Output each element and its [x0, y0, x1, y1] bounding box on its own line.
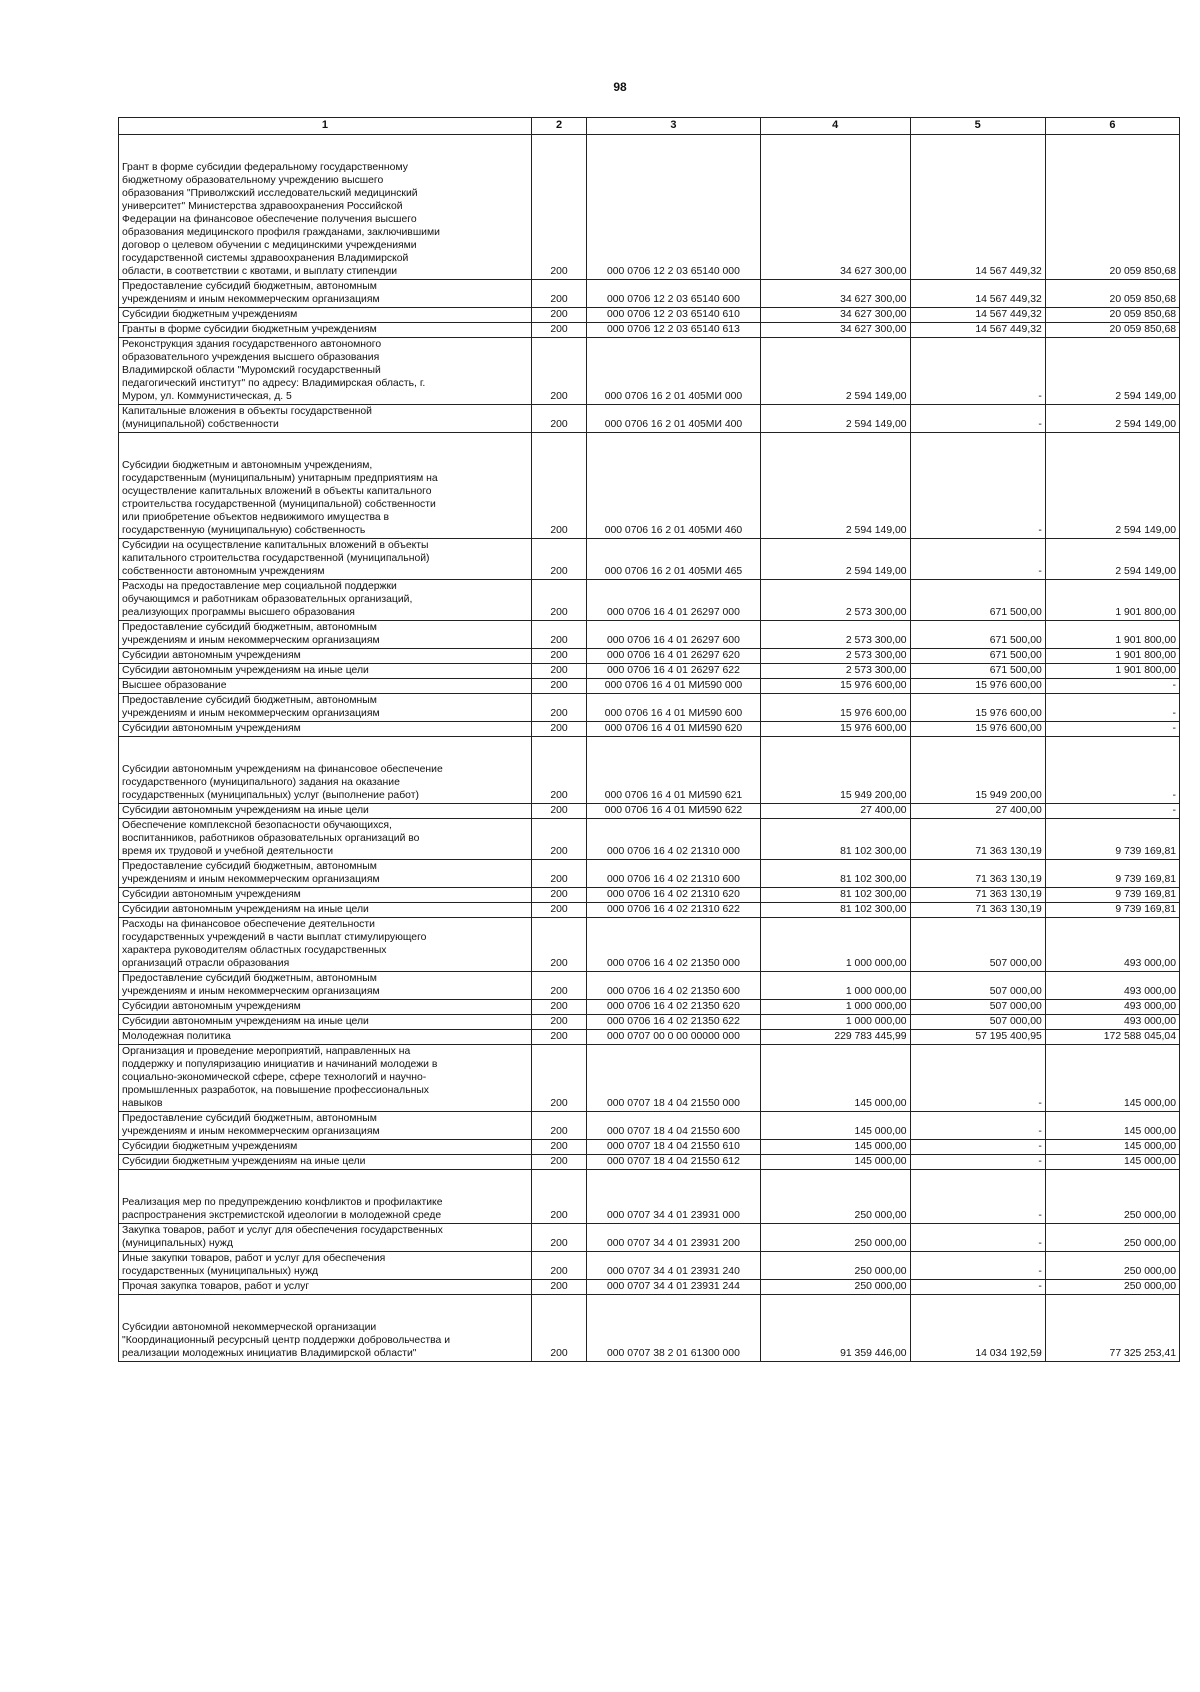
row-remainder-amount-cell: 145 000,00: [1045, 1140, 1179, 1155]
row-code-cell: 000 0706 16 4 02 21350 000: [587, 918, 761, 972]
row-name-cell: Расходы на предоставление мер социальной поддержки обучающимся и работникам образовательных организаций, реализующих программы высшего образования: [119, 580, 532, 621]
row-executed-amount-cell: 14 567 449,32: [910, 323, 1045, 338]
row-remainder-amount-cell: -: [1045, 804, 1179, 819]
table-row: [119, 1045, 1180, 1112]
table-row: [119, 1030, 1180, 1045]
row-name-cell: Гранты в форме субсидии бюджетным учреждениям: [119, 323, 532, 338]
row-chapter-cell: 200: [531, 580, 586, 621]
row-executed-amount-cell: 71 363 130,19: [910, 903, 1045, 918]
row-code-cell: 000 0706 16 2 01 405МИ 000: [587, 338, 761, 405]
table-row: [119, 338, 1180, 405]
row-name-cell: Субсидии бюджетным и автономным учреждениям, государственным (муниципальным) унитарным предприятиям на осуществление капитальных вложений в объекты капитального строительства государственной (муниципальной) собственности или приобретение объектов недвижимого имущества в государственную (муниципальную) собственность: [119, 433, 532, 539]
row-executed-amount-cell: 14 567 449,32: [910, 308, 1045, 323]
row-remainder-amount-cell: 1 901 800,00: [1045, 649, 1179, 664]
row-code-cell: 000 0707 18 4 04 21550 610: [587, 1140, 761, 1155]
row-code-cell: 000 0707 34 4 01 23931 200: [587, 1224, 761, 1252]
row-remainder-amount-cell: 493 000,00: [1045, 918, 1179, 972]
row-remainder-amount-cell: 145 000,00: [1045, 1045, 1179, 1112]
row-executed-amount-cell: 15 949 200,00: [910, 737, 1045, 804]
row-name-cell: Расходы на финансовое обеспечение деятельности государственных учреждений в части выплат стимулирующего характера руководителям областных государственных организаций отрасли образования: [119, 918, 532, 972]
row-chapter-cell: 200: [531, 539, 586, 580]
row-code-cell: 000 0706 16 4 01 МИ590 622: [587, 804, 761, 819]
row-approved-amount-cell: 2 573 300,00: [760, 649, 910, 664]
row-remainder-amount-cell: -: [1045, 722, 1179, 737]
row-executed-amount-cell: 671 500,00: [910, 649, 1045, 664]
row-executed-amount-cell: 507 000,00: [910, 972, 1045, 1000]
row-approved-amount-cell: 15 976 600,00: [760, 679, 910, 694]
row-approved-amount-cell: 145 000,00: [760, 1112, 910, 1140]
row-approved-amount-cell: 250 000,00: [760, 1252, 910, 1280]
row-code-cell: 000 0707 18 4 04 21550 600: [587, 1112, 761, 1140]
header-col-6: 6: [1045, 118, 1179, 135]
row-executed-amount-cell: 71 363 130,19: [910, 819, 1045, 860]
row-executed-amount-cell: 671 500,00: [910, 664, 1045, 679]
row-approved-amount-cell: 2 594 149,00: [760, 405, 910, 433]
row-remainder-amount-cell: 145 000,00: [1045, 1155, 1179, 1170]
table-row: [119, 1170, 1180, 1224]
row-remainder-amount-cell: 9 739 169,81: [1045, 888, 1179, 903]
table-row: [119, 804, 1180, 819]
row-chapter-cell: 200: [531, 737, 586, 804]
row-executed-amount-cell: 671 500,00: [910, 621, 1045, 649]
row-name-cell: Субсидии автономным учреждениям на иные цели: [119, 664, 532, 679]
table-row: [119, 433, 1180, 539]
row-approved-amount-cell: 81 102 300,00: [760, 903, 910, 918]
row-chapter-cell: 200: [531, 1112, 586, 1140]
row-chapter-cell: 200: [531, 972, 586, 1000]
table-row: [119, 903, 1180, 918]
column-number-header: [119, 118, 1180, 135]
row-remainder-amount-cell: -: [1045, 737, 1179, 804]
row-chapter-cell: 200: [531, 722, 586, 737]
row-code-cell: 000 0706 16 2 01 405МИ 465: [587, 539, 761, 580]
table-row: [119, 1224, 1180, 1252]
row-code-cell: 000 0707 34 4 01 23931 244: [587, 1280, 761, 1295]
row-approved-amount-cell: 1 000 000,00: [760, 1000, 910, 1015]
row-executed-amount-cell: 15 976 600,00: [910, 722, 1045, 737]
row-remainder-amount-cell: 2 594 149,00: [1045, 433, 1179, 539]
table-row: [119, 1015, 1180, 1030]
row-code-cell: 000 0706 16 4 02 21310 620: [587, 888, 761, 903]
table-row: [119, 649, 1180, 664]
row-chapter-cell: 200: [531, 1045, 586, 1112]
row-executed-amount-cell: -: [910, 433, 1045, 539]
row-executed-amount-cell: 14 567 449,32: [910, 135, 1045, 280]
row-name-cell: Предоставление субсидий бюджетным, автономным учреждениям и иным некоммерческим организациям: [119, 280, 532, 308]
row-name-cell: Закупка товаров, работ и услуг для обеспечения государственных (муниципальных) нужд: [119, 1224, 532, 1252]
row-chapter-cell: 200: [531, 1252, 586, 1280]
table-row: [119, 1000, 1180, 1015]
row-approved-amount-cell: 2 594 149,00: [760, 433, 910, 539]
row-remainder-amount-cell: 20 059 850,68: [1045, 323, 1179, 338]
row-name-cell: Субсидии автономным учреждениям: [119, 722, 532, 737]
row-code-cell: 000 0706 16 2 01 405МИ 460: [587, 433, 761, 539]
row-approved-amount-cell: 34 627 300,00: [760, 323, 910, 338]
row-executed-amount-cell: -: [910, 1112, 1045, 1140]
row-name-cell: Субсидии автономным учреждениям на финансовое обеспечение государственного (муниципального) задания на оказание государственных (муниципальных) услуг (выполнение работ): [119, 737, 532, 804]
row-approved-amount-cell: 15 949 200,00: [760, 737, 910, 804]
row-chapter-cell: 200: [531, 1295, 586, 1362]
row-executed-amount-cell: -: [910, 1252, 1045, 1280]
table-row: [119, 621, 1180, 649]
row-approved-amount-cell: 2 594 149,00: [760, 539, 910, 580]
row-code-cell: 000 0706 12 2 03 65140 600: [587, 280, 761, 308]
row-executed-amount-cell: 15 976 600,00: [910, 694, 1045, 722]
row-name-cell: Реализация мер по предупреждению конфликтов и профилактике распространения экстремистской идеологии в молодежной среде: [119, 1170, 532, 1224]
row-approved-amount-cell: 2 594 149,00: [760, 338, 910, 405]
row-approved-amount-cell: 2 573 300,00: [760, 664, 910, 679]
row-chapter-cell: 200: [531, 1015, 586, 1030]
table-row: [119, 888, 1180, 903]
row-remainder-amount-cell: 9 739 169,81: [1045, 819, 1179, 860]
row-name-cell: Субсидии автономной некоммерческой организации "Координационный ресурсный центр поддержки добровольчества и реализации молодежных инициатив Владимирской области": [119, 1295, 532, 1362]
row-code-cell: 000 0706 16 4 02 21350 620: [587, 1000, 761, 1015]
row-name-cell: Субсидии автономным учреждениям на иные цели: [119, 804, 532, 819]
row-code-cell: 000 0706 16 4 02 21350 600: [587, 972, 761, 1000]
row-executed-amount-cell: 71 363 130,19: [910, 860, 1045, 888]
row-code-cell: 000 0706 12 2 03 65140 000: [587, 135, 761, 280]
row-chapter-cell: 200: [531, 903, 586, 918]
row-name-cell: Обеспечение комплексной безопасности обучающихся, воспитанников, работников образовательных организаций во время их трудовой и учебной деятельности: [119, 819, 532, 860]
row-executed-amount-cell: 57 195 400,95: [910, 1030, 1045, 1045]
row-code-cell: 000 0706 16 4 01 МИ590 620: [587, 722, 761, 737]
row-approved-amount-cell: 34 627 300,00: [760, 308, 910, 323]
row-approved-amount-cell: 81 102 300,00: [760, 819, 910, 860]
row-remainder-amount-cell: 250 000,00: [1045, 1252, 1179, 1280]
row-name-cell: Субсидии автономным учреждениям на иные цели: [119, 903, 532, 918]
row-executed-amount-cell: 71 363 130,19: [910, 888, 1045, 903]
row-code-cell: 000 0706 12 2 03 65140 610: [587, 308, 761, 323]
row-name-cell: Прочая закупка товаров, работ и услуг: [119, 1280, 532, 1295]
row-name-cell: Субсидии бюджетным учреждениям на иные цели: [119, 1155, 532, 1170]
row-chapter-cell: 200: [531, 1000, 586, 1015]
row-approved-amount-cell: 1 000 000,00: [760, 918, 910, 972]
row-name-cell: Предоставление субсидий бюджетным, автономным учреждениям и иным некоммерческим организациям: [119, 1112, 532, 1140]
row-chapter-cell: 200: [531, 649, 586, 664]
row-chapter-cell: 200: [531, 1030, 586, 1045]
row-chapter-cell: 200: [531, 1155, 586, 1170]
table-body: [119, 135, 1180, 1362]
row-remainder-amount-cell: 2 594 149,00: [1045, 405, 1179, 433]
row-code-cell: 000 0706 16 4 02 21310 600: [587, 860, 761, 888]
row-name-cell: Субсидии автономным учреждениям: [119, 649, 532, 664]
row-executed-amount-cell: -: [910, 1045, 1045, 1112]
row-remainder-amount-cell: 9 739 169,81: [1045, 903, 1179, 918]
row-approved-amount-cell: 34 627 300,00: [760, 280, 910, 308]
row-code-cell: 000 0706 16 2 01 405МИ 400: [587, 405, 761, 433]
row-name-cell: Предоставление субсидий бюджетным, автономным учреждениям и иным некоммерческим организациям: [119, 621, 532, 649]
row-code-cell: 000 0707 18 4 04 21550 612: [587, 1155, 761, 1170]
row-executed-amount-cell: 27 400,00: [910, 804, 1045, 819]
row-executed-amount-cell: -: [910, 1280, 1045, 1295]
row-name-cell: Грант в форме субсидии федеральному государственному бюджетному образовательному учреждению высшего образования "Приволжский исследовательский медицинский университет" Министерства здравоохранения Российской Федерации на финансовое обеспечение получения высшего образования медицинского профиля гражданами, заключившими договор о целевом обучении с медицинскими учреждениями государственной системы здравоохранения Владимирской области, в соответствии с квотами, и выплату стипендии: [119, 135, 532, 280]
row-code-cell: 000 0707 18 4 04 21550 000: [587, 1045, 761, 1112]
row-approved-amount-cell: 91 359 446,00: [760, 1295, 910, 1362]
row-approved-amount-cell: 145 000,00: [760, 1155, 910, 1170]
row-approved-amount-cell: 145 000,00: [760, 1045, 910, 1112]
table-row: [119, 1295, 1180, 1362]
row-chapter-cell: 200: [531, 664, 586, 679]
row-remainder-amount-cell: 1 901 800,00: [1045, 621, 1179, 649]
row-remainder-amount-cell: 1 901 800,00: [1045, 664, 1179, 679]
table-row: [119, 539, 1180, 580]
row-code-cell: 000 0707 38 2 01 61300 000: [587, 1295, 761, 1362]
row-chapter-cell: 200: [531, 323, 586, 338]
row-name-cell: Капитальные вложения в объекты государственной (муниципальной) собственности: [119, 405, 532, 433]
row-code-cell: 000 0706 16 4 01 МИ590 621: [587, 737, 761, 804]
table-row: [119, 308, 1180, 323]
row-approved-amount-cell: 250 000,00: [760, 1224, 910, 1252]
row-code-cell: 000 0706 16 4 01 26297 620: [587, 649, 761, 664]
row-executed-amount-cell: 507 000,00: [910, 918, 1045, 972]
row-remainder-amount-cell: -: [1045, 679, 1179, 694]
row-remainder-amount-cell: 9 739 169,81: [1045, 860, 1179, 888]
row-remainder-amount-cell: 493 000,00: [1045, 1000, 1179, 1015]
row-remainder-amount-cell: 172 588 045,04: [1045, 1030, 1179, 1045]
row-code-cell: 000 0706 16 4 02 21310 000: [587, 819, 761, 860]
row-chapter-cell: 200: [531, 804, 586, 819]
row-executed-amount-cell: 671 500,00: [910, 580, 1045, 621]
row-approved-amount-cell: 1 000 000,00: [760, 972, 910, 1000]
row-name-cell: Молодежная политика: [119, 1030, 532, 1045]
row-remainder-amount-cell: 145 000,00: [1045, 1112, 1179, 1140]
row-approved-amount-cell: 145 000,00: [760, 1140, 910, 1155]
table-row: [119, 1252, 1180, 1280]
row-code-cell: 000 0706 12 2 03 65140 613: [587, 323, 761, 338]
row-chapter-cell: 200: [531, 405, 586, 433]
row-name-cell: Иные закупки товаров, работ и услуг для обеспечения государственных (муниципальных) нужд: [119, 1252, 532, 1280]
row-remainder-amount-cell: -: [1045, 694, 1179, 722]
table-row: [119, 580, 1180, 621]
row-code-cell: 000 0707 00 0 00 00000 000: [587, 1030, 761, 1045]
table-row: [119, 1112, 1180, 1140]
row-name-cell: Высшее образование: [119, 679, 532, 694]
table-row: [119, 664, 1180, 679]
row-remainder-amount-cell: 250 000,00: [1045, 1224, 1179, 1252]
row-remainder-amount-cell: 2 594 149,00: [1045, 539, 1179, 580]
row-remainder-amount-cell: 77 325 253,41: [1045, 1295, 1179, 1362]
row-name-cell: Предоставление субсидий бюджетным, автономным учреждениям и иным некоммерческим организациям: [119, 972, 532, 1000]
row-remainder-amount-cell: 2 594 149,00: [1045, 338, 1179, 405]
row-name-cell: Субсидии автономным учреждениям на иные цели: [119, 1015, 532, 1030]
row-name-cell: Субсидии бюджетным учреждениям: [119, 308, 532, 323]
row-executed-amount-cell: -: [910, 405, 1045, 433]
row-code-cell: 000 0707 34 4 01 23931 000: [587, 1170, 761, 1224]
row-remainder-amount-cell: 1 901 800,00: [1045, 580, 1179, 621]
row-remainder-amount-cell: 493 000,00: [1045, 972, 1179, 1000]
row-approved-amount-cell: 2 573 300,00: [760, 621, 910, 649]
row-code-cell: 000 0706 16 4 01 26297 622: [587, 664, 761, 679]
row-executed-amount-cell: -: [910, 539, 1045, 580]
row-name-cell: Субсидии на осуществление капитальных вложений в объекты капитального строительства государственной (муниципальной) собственности автономным учреждениям: [119, 539, 532, 580]
row-approved-amount-cell: 81 102 300,00: [760, 860, 910, 888]
row-name-cell: Предоставление субсидий бюджетным, автономным учреждениям и иным некоммерческим организациям: [119, 694, 532, 722]
row-name-cell: Организация и проведение мероприятий, направленных на поддержку и популяризацию инициатив и начинаний молодежи в социально-экономической сфере, сфере технологий и научно- промышленных разработок, на повышение профессиональных навыков: [119, 1045, 532, 1112]
row-executed-amount-cell: -: [910, 1155, 1045, 1170]
row-name-cell: Субсидии бюджетным учреждениям: [119, 1140, 532, 1155]
header-col-3: 3: [587, 118, 761, 135]
row-code-cell: 000 0706 16 4 02 21310 622: [587, 903, 761, 918]
table-row: [119, 737, 1180, 804]
row-executed-amount-cell: -: [910, 1140, 1045, 1155]
row-chapter-cell: 200: [531, 679, 586, 694]
row-remainder-amount-cell: 20 059 850,68: [1045, 308, 1179, 323]
row-chapter-cell: 200: [531, 433, 586, 539]
row-chapter-cell: 200: [531, 308, 586, 323]
row-chapter-cell: 200: [531, 888, 586, 903]
row-code-cell: 000 0706 16 4 01 МИ590 600: [587, 694, 761, 722]
row-code-cell: 000 0706 16 4 01 26297 600: [587, 621, 761, 649]
row-approved-amount-cell: 1 000 000,00: [760, 1015, 910, 1030]
row-executed-amount-cell: 14 567 449,32: [910, 280, 1045, 308]
row-executed-amount-cell: 14 034 192,59: [910, 1295, 1045, 1362]
table-row: [119, 679, 1180, 694]
row-chapter-cell: 200: [531, 280, 586, 308]
row-remainder-amount-cell: 250 000,00: [1045, 1170, 1179, 1224]
row-chapter-cell: 200: [531, 1170, 586, 1224]
row-approved-amount-cell: 34 627 300,00: [760, 135, 910, 280]
row-chapter-cell: 200: [531, 694, 586, 722]
row-chapter-cell: 200: [531, 918, 586, 972]
row-name-cell: Реконструкция здания государственного автономного образовательного учреждения высшего образования Владимирской области "Муромский государственный педагогический институт" по адресу: Владимирская область, г. Муром, ул. Коммунистическая, д. 5: [119, 338, 532, 405]
row-approved-amount-cell: 27 400,00: [760, 804, 910, 819]
row-executed-amount-cell: 507 000,00: [910, 1000, 1045, 1015]
row-name-cell: Субсидии автономным учреждениям: [119, 888, 532, 903]
row-chapter-cell: 200: [531, 621, 586, 649]
table-row: [119, 1140, 1180, 1155]
row-chapter-cell: 200: [531, 338, 586, 405]
row-remainder-amount-cell: 20 059 850,68: [1045, 135, 1179, 280]
table-row: [119, 1280, 1180, 1295]
row-approved-amount-cell: 250 000,00: [760, 1170, 910, 1224]
table-row: [119, 323, 1180, 338]
row-chapter-cell: 200: [531, 860, 586, 888]
table-row: [119, 819, 1180, 860]
row-approved-amount-cell: 15 976 600,00: [760, 694, 910, 722]
table-row: [119, 694, 1180, 722]
row-code-cell: 000 0706 16 4 01 МИ590 000: [587, 679, 761, 694]
row-executed-amount-cell: 15 976 600,00: [910, 679, 1045, 694]
row-code-cell: 000 0706 16 4 01 26297 000: [587, 580, 761, 621]
row-executed-amount-cell: 507 000,00: [910, 1015, 1045, 1030]
row-approved-amount-cell: 15 976 600,00: [760, 722, 910, 737]
row-executed-amount-cell: -: [910, 338, 1045, 405]
row-remainder-amount-cell: 493 000,00: [1045, 1015, 1179, 1030]
row-code-cell: 000 0707 34 4 01 23931 240: [587, 1252, 761, 1280]
row-approved-amount-cell: 81 102 300,00: [760, 888, 910, 903]
table-row: [119, 918, 1180, 972]
table-row: [119, 135, 1180, 280]
row-chapter-cell: 200: [531, 1224, 586, 1252]
table-row: [119, 860, 1180, 888]
table-row: [119, 722, 1180, 737]
row-name-cell: Субсидии автономным учреждениям: [119, 1000, 532, 1015]
row-executed-amount-cell: -: [910, 1170, 1045, 1224]
header-col-1: 1: [119, 118, 532, 135]
table-row: [119, 972, 1180, 1000]
row-chapter-cell: 200: [531, 135, 586, 280]
row-approved-amount-cell: 229 783 445,99: [760, 1030, 910, 1045]
row-approved-amount-cell: 250 000,00: [760, 1280, 910, 1295]
row-code-cell: 000 0706 16 4 02 21350 622: [587, 1015, 761, 1030]
header-col-5: 5: [910, 118, 1045, 135]
row-remainder-amount-cell: 250 000,00: [1045, 1280, 1179, 1295]
table-row: [119, 280, 1180, 308]
table-row: [119, 405, 1180, 433]
table-row: [119, 1155, 1180, 1170]
row-approved-amount-cell: 2 573 300,00: [760, 580, 910, 621]
row-remainder-amount-cell: 20 059 850,68: [1045, 280, 1179, 308]
row-executed-amount-cell: -: [910, 1224, 1045, 1252]
row-chapter-cell: 200: [531, 1140, 586, 1155]
row-name-cell: Предоставление субсидий бюджетным, автономным учреждениям и иным некоммерческим организациям: [119, 860, 532, 888]
header-col-2: 2: [531, 118, 586, 135]
budget-table: [118, 117, 1180, 1362]
header-col-4: 4: [760, 118, 910, 135]
page-number: 98: [613, 80, 627, 94]
row-chapter-cell: 200: [531, 1280, 586, 1295]
row-chapter-cell: 200: [531, 819, 586, 860]
